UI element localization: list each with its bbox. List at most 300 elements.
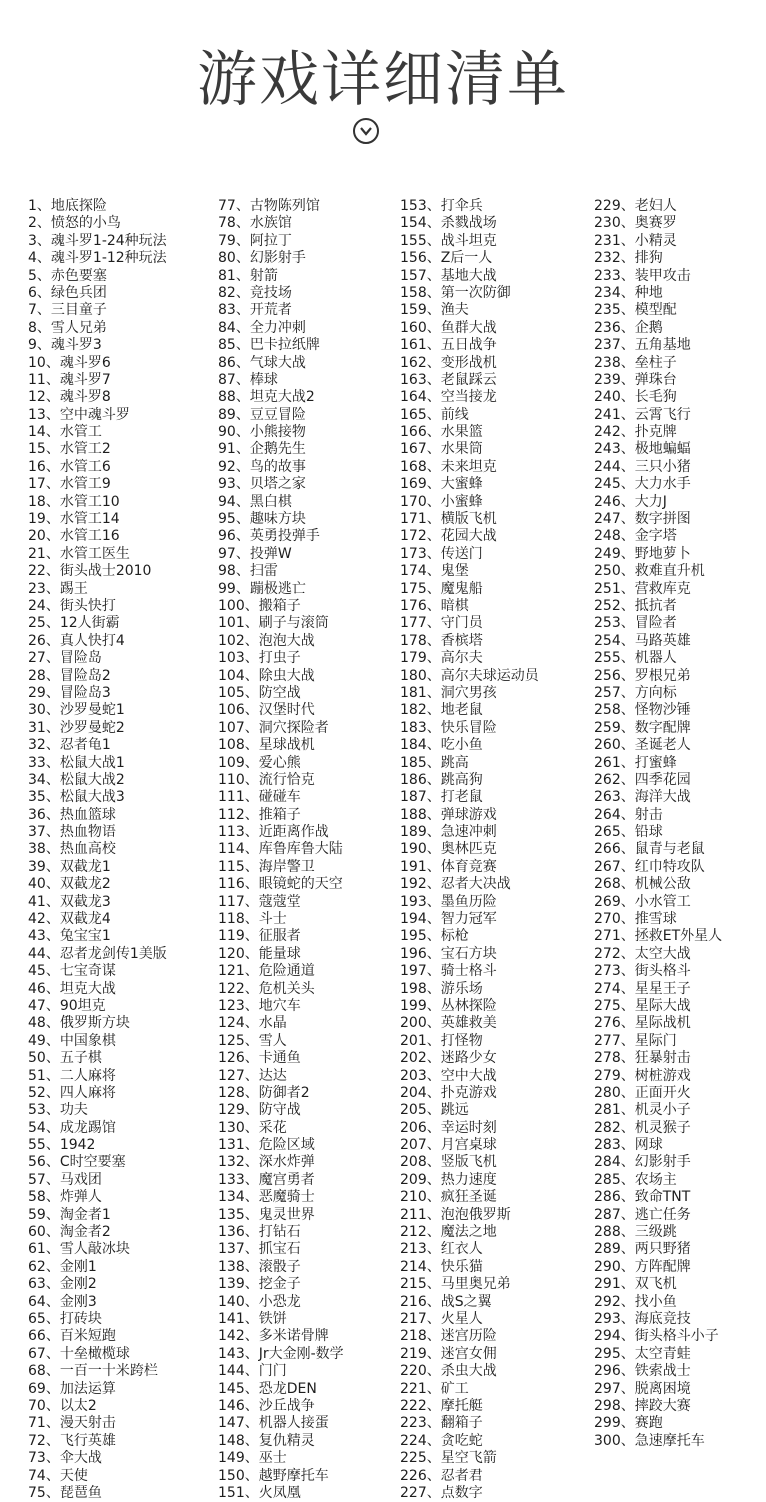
game-list-item: 101、刷子与滚筒 <box>218 615 329 632</box>
game-list-item: 240、长毛狗 <box>594 389 677 406</box>
game-list-item: 106、汉堡时代 <box>218 702 315 719</box>
game-list-item: 32、忍者龟1 <box>28 737 111 754</box>
game-list-item: 1、地底探险 <box>28 198 107 214</box>
game-list-item: 179、高尔夫 <box>400 650 483 667</box>
game-list-item: 142、多米诺骨牌 <box>218 1328 329 1345</box>
game-list-item: 166、水果篮 <box>400 424 483 441</box>
game-list-item: 74、天使 <box>28 1467 88 1484</box>
game-list-item: 235、模型配 <box>594 302 677 319</box>
game-list-item: 117、蔻蔻堂 <box>218 893 301 910</box>
game-list-item: 94、黑白棋 <box>218 493 292 510</box>
game-list-item: 40、双截龙2 <box>28 876 111 893</box>
game-list-item: 248、金字塔 <box>594 528 677 545</box>
game-list-item: 118、斗士 <box>218 911 287 928</box>
game-list-item: 209、热力速度 <box>400 1171 497 1188</box>
game-list-item: 17、水管工9 <box>28 476 111 493</box>
game-list-item: 85、巴卡拉纸牌 <box>218 337 320 354</box>
game-list-item: 29、冒险岛3 <box>28 684 111 701</box>
game-list-item: 60、淘金者2 <box>28 1224 111 1241</box>
game-list-item: 193、墨鱼历险 <box>400 893 497 910</box>
game-list-item: 59、淘金者1 <box>28 1206 111 1223</box>
game-list-item: 282、机灵猴子 <box>594 1119 691 1136</box>
game-list-item: 195、标枪 <box>400 928 469 945</box>
game-list-item: 203、空中大战 <box>400 1067 497 1084</box>
game-list-item: 294、街头格斗小子 <box>594 1328 719 1345</box>
game-list-item: 39、双截龙1 <box>28 858 111 875</box>
game-list-item: 277、星际门 <box>594 1032 677 1049</box>
game-list-item: 287、逃亡任务 <box>594 1206 691 1223</box>
game-list-item: 169、大蜜蜂 <box>400 476 483 493</box>
game-list-item: 268、机械公敌 <box>594 876 691 893</box>
game-list-item: 141、铁饼 <box>218 1311 287 1327</box>
game-list-item: 186、跳高狗 <box>400 771 483 788</box>
game-list-item: 280、正面开火 <box>594 1084 691 1101</box>
game-list-item: 83、开荒者 <box>218 302 292 319</box>
game-list-item: 107、洞穴探险者 <box>218 719 329 736</box>
game-list-item: 157、基地大战 <box>400 267 497 284</box>
game-list-item: 262、四季花园 <box>594 771 691 788</box>
game-list-item: 6、绿色兵团 <box>28 284 107 301</box>
game-list-item: 221、矿工 <box>400 1380 469 1397</box>
game-list-item: 194、智力冠军 <box>400 911 497 928</box>
game-list-item: 20、水管工16 <box>28 528 120 545</box>
game-list-item: 171、横版飞机 <box>400 511 497 528</box>
game-list-item: 164、空当接龙 <box>400 389 497 406</box>
game-list-item: 2、愤怒的小鸟 <box>28 215 121 232</box>
game-list-item: 281、机灵小子 <box>594 1102 691 1119</box>
game-list-item: 121、危险通道 <box>218 963 315 980</box>
game-list-item: 69、加法运算 <box>28 1380 116 1397</box>
game-list-item: 114、库鲁库鲁大陆 <box>218 841 343 858</box>
game-list-item: 58、炸弹人 <box>28 1189 102 1206</box>
game-list-item: 227、点数字 <box>400 1484 483 1501</box>
game-list-item: 244、三只小猪 <box>594 458 691 475</box>
game-list-item: 197、骑士格斗 <box>400 963 497 980</box>
game-list-item: 37、热血物语 <box>28 824 116 841</box>
game-list-item: 267、红巾特攻队 <box>594 858 705 875</box>
game-list-item: 50、五子棋 <box>28 1050 102 1067</box>
game-list-item: 125、雪人 <box>218 1032 287 1049</box>
game-list-item: 52、四人麻将 <box>28 1084 116 1101</box>
game-list-item: 290、方阵配牌 <box>594 1258 691 1275</box>
game-list-item: 190、奥林匹克 <box>400 841 497 858</box>
game-list-item: 170、小蜜蜂 <box>400 493 483 510</box>
game-list-item: 123、地穴车 <box>218 997 301 1014</box>
game-list-item: 88、坦克大战2 <box>218 389 315 406</box>
game-list-item: 187、打老鼠 <box>400 789 483 806</box>
game-list-item: 184、吃小鱼 <box>400 737 483 754</box>
game-list-item: 15、水管工2 <box>28 441 111 458</box>
game-list-item: 172、花园大战 <box>400 528 497 545</box>
game-list-item: 146、沙丘战争 <box>218 1397 315 1414</box>
game-list-item: 113、近距离作战 <box>218 824 329 841</box>
game-list-item: 61、雪人敲冰块 <box>28 1241 130 1258</box>
game-list-item: 84、全力冲刺 <box>218 319 306 336</box>
game-list-item: 177、守门员 <box>400 615 483 632</box>
game-list-item: 204、扑克游戏 <box>400 1084 497 1101</box>
game-list-item: 56、C时空要塞 <box>28 1154 126 1171</box>
game-list-item: 120、能量球 <box>218 945 301 962</box>
game-list-item: 10、魂斗罗6 <box>28 354 111 371</box>
game-list-item: 11、魂斗罗7 <box>28 371 111 388</box>
game-list-item: 27、冒险岛 <box>28 650 102 667</box>
game-list-item: 46、坦克大战 <box>28 980 116 997</box>
game-list-item: 278、狂暴射击 <box>594 1050 691 1067</box>
game-list-item: 86、气球大战 <box>218 354 306 371</box>
game-list-item: 7、三目童子 <box>28 302 107 319</box>
game-list-item: 257、方向标 <box>594 684 677 701</box>
game-list-item: 122、危机关头 <box>218 980 315 997</box>
game-list-item: 276、星际战机 <box>594 1015 691 1032</box>
game-list-item: 36、热血篮球 <box>28 806 116 823</box>
game-list-item: 72、飞行英雄 <box>28 1432 116 1449</box>
game-list-item: 167、水果筒 <box>400 441 483 458</box>
game-list-item: 289、两只野猪 <box>594 1241 691 1258</box>
game-list-item: 292、找小鱼 <box>594 1293 677 1310</box>
game-list-item: 67、十垒橄榄球 <box>28 1345 130 1362</box>
game-list-item: 41、双截龙3 <box>28 893 111 910</box>
game-list-item: 178、香槟塔 <box>400 632 483 649</box>
game-list-item: 99、蹦极逃亡 <box>218 580 306 597</box>
game-list-item: 9、魂斗罗3 <box>28 337 102 354</box>
game-list-item: 175、魔鬼船 <box>400 580 483 597</box>
scroll-down-button[interactable] <box>353 118 379 144</box>
game-list-item: 54、成龙踢馆 <box>28 1119 116 1136</box>
game-list-item: 119、征服者 <box>218 928 301 945</box>
game-list-item: 71、漫天射击 <box>28 1415 116 1432</box>
game-list-item: 247、数字拼图 <box>594 511 691 528</box>
game-list-item: 90、小熊接物 <box>218 424 306 441</box>
game-list-item: 78、水族馆 <box>218 215 292 232</box>
game-list-item: 245、大力水手 <box>594 476 691 493</box>
game-list-item: 224、贪吃蛇 <box>400 1432 483 1449</box>
page-title: 游戏详细清单 <box>197 45 569 115</box>
game-list-item: 97、投弹W <box>218 545 292 562</box>
game-list-item: 64、金刚3 <box>28 1293 97 1310</box>
game-list-item: 176、暗棋 <box>400 597 469 614</box>
game-list-item: 143、Jr大金刚-数学 <box>218 1345 344 1362</box>
game-list-item: 156、Z后一人 <box>400 250 493 267</box>
game-list-item: 22、街头战士2010 <box>28 563 152 580</box>
game-list-item: 252、抵抗者 <box>594 597 677 614</box>
game-list-item: 173、传送门 <box>400 545 483 562</box>
game-list-item: 183、快乐冒险 <box>400 719 497 736</box>
game-list-item: 103、打虫子 <box>218 650 301 667</box>
game-list-item: 158、第一次防御 <box>400 284 511 301</box>
game-list-item: 26、真人快打4 <box>28 632 125 649</box>
game-list-item: 136、打钻石 <box>218 1224 301 1241</box>
game-list-item: 112、推箱子 <box>218 806 301 823</box>
game-list-item: 191、体育竞赛 <box>400 858 497 875</box>
game-list-item: 145、恐龙DEN <box>218 1380 317 1397</box>
game-list-item: 174、鬼堡 <box>400 563 469 580</box>
game-list-item: 129、防守战 <box>218 1102 301 1119</box>
game-list-item: 24、街头快打 <box>28 597 116 614</box>
game-list-item: 132、深水炸弹 <box>218 1154 315 1171</box>
game-list-item: 102、泡泡大战 <box>218 632 315 649</box>
game-list-item: 269、小水管工 <box>594 893 691 910</box>
game-list-item: 188、弹球游戏 <box>400 806 497 823</box>
game-list-item: 43、兔宝宝1 <box>28 928 111 945</box>
game-list-item: 70、以太2 <box>28 1397 97 1414</box>
game-list-item: 251、营救库克 <box>594 580 691 597</box>
game-list-item: 210、疯狂圣诞 <box>400 1189 497 1206</box>
game-list-column-1 <box>28 198 167 1502</box>
game-list-column-2 <box>218 198 344 1502</box>
game-list-item: 219、迷宫女佣 <box>400 1345 497 1362</box>
game-list-item: 14、水管工 <box>28 424 102 441</box>
game-list-item: 111、碰碰车 <box>218 789 301 806</box>
game-list-item: 249、野地萝卜 <box>594 545 691 562</box>
game-list-item: 243、极地蝙蝠 <box>594 441 691 458</box>
game-list-item: 147、机器人接蛋 <box>218 1415 329 1432</box>
game-list-item: 242、扑克牌 <box>594 424 677 441</box>
game-list-item: 44、忍者龙剑传1美版 <box>28 945 167 962</box>
game-list-item: 205、跳远 <box>400 1102 469 1119</box>
game-list-item: 62、金刚1 <box>28 1258 97 1275</box>
game-list-item: 153、打伞兵 <box>400 198 483 214</box>
game-list-item: 80、幻影射手 <box>218 250 306 267</box>
game-list-item: 105、防空战 <box>218 684 301 701</box>
game-list-item: 47、90坦克 <box>28 997 106 1014</box>
game-list-item: 199、丛林探险 <box>400 997 497 1014</box>
game-list-item: 273、街头格斗 <box>594 963 691 980</box>
game-list-item: 196、宝石方块 <box>400 945 497 962</box>
game-list-item: 264、射击 <box>594 806 663 823</box>
game-list-item: 115、海岸警卫 <box>218 858 315 875</box>
game-list-item: 124、水晶 <box>218 1015 287 1032</box>
game-list-item: 127、达达 <box>218 1067 287 1084</box>
game-list-item: 266、鼠青与老鼠 <box>594 841 705 858</box>
game-list-item: 100、搬箱子 <box>218 597 301 614</box>
game-list-item: 208、竖版飞机 <box>400 1154 497 1171</box>
game-list-item: 57、马戏团 <box>28 1171 102 1188</box>
game-list-item: 296、铁索战士 <box>594 1363 691 1380</box>
game-list-item: 92、鸟的故事 <box>218 458 306 475</box>
game-list-item: 285、农场主 <box>594 1171 677 1188</box>
game-list-item: 3、魂斗罗1-24种玩法 <box>28 232 167 249</box>
game-list-item: 79、阿拉丁 <box>218 232 292 249</box>
game-list-item: 259、数字配牌 <box>594 719 691 736</box>
game-list-item: 138、滚骰子 <box>218 1258 301 1275</box>
game-list-item: 275、星际大战 <box>594 997 691 1014</box>
game-list-item: 291、双飞机 <box>594 1276 677 1293</box>
game-list-item: 246、大力J <box>594 493 667 510</box>
game-list-item: 38、热血高校 <box>28 841 116 858</box>
game-list-item: 13、空中魂斗罗 <box>28 406 130 423</box>
game-list-item: 82、竞技场 <box>218 284 292 301</box>
game-list-column-3 <box>400 198 539 1502</box>
game-list-item: 238、垒柱子 <box>594 354 677 371</box>
game-list-item: 23、踢王 <box>28 580 88 597</box>
game-list-item: 270、推雪球 <box>594 911 677 928</box>
game-list-item: 108、星球战机 <box>218 737 315 754</box>
game-list-item: 192、忍者大决战 <box>400 876 511 893</box>
game-list-item: 162、变形战机 <box>400 354 497 371</box>
game-list-item: 130、采花 <box>218 1119 287 1136</box>
game-list-item: 222、摩托艇 <box>400 1397 483 1414</box>
game-list-item: 288、三级跳 <box>594 1224 677 1241</box>
game-list-item: 215、马里奥兄弟 <box>400 1276 511 1293</box>
game-list-item: 207、月宫桌球 <box>400 1137 497 1154</box>
game-list-item: 134、恶魔骑士 <box>218 1189 315 1206</box>
game-list-item: 265、铅球 <box>594 824 663 841</box>
game-list-item: 200、英雄救美 <box>400 1015 497 1032</box>
game-list-item: 216、战S之翼 <box>400 1293 492 1310</box>
game-list-item: 98、扫雷 <box>218 563 278 580</box>
game-list-item: 77、古物陈列馆 <box>218 198 320 214</box>
game-list-item: 298、摔跤大赛 <box>594 1397 691 1414</box>
game-list-item: 91、企鹅先生 <box>218 441 306 458</box>
game-list-item: 230、奥赛罗 <box>594 215 677 232</box>
game-list-item: 34、松鼠大战2 <box>28 771 125 788</box>
game-list-item: 8、雪人兄弟 <box>28 319 107 336</box>
game-list-item: 236、企鹅 <box>594 319 663 336</box>
game-list-item: 33、松鼠大战1 <box>28 754 125 771</box>
game-list-item: 202、迷路少女 <box>400 1050 497 1067</box>
game-list-item: 295、太空青蛙 <box>594 1345 691 1362</box>
game-list-item: 149、巫士 <box>218 1450 287 1467</box>
game-list-item: 229、老妇人 <box>594 198 677 214</box>
game-list-item: 65、打砖块 <box>28 1311 102 1327</box>
game-list-item: 151、火凤凰 <box>218 1484 301 1501</box>
game-list-item: 214、快乐猫 <box>400 1258 483 1275</box>
game-list-item: 4、魂斗罗1-12种玩法 <box>28 250 167 267</box>
game-list-item: 284、幻影射手 <box>594 1154 691 1171</box>
game-list-item: 154、杀戮战场 <box>400 215 497 232</box>
game-list-item: 201、打怪物 <box>400 1032 483 1049</box>
game-list-item: 110、流行恰克 <box>218 771 315 788</box>
game-list-item: 63、金刚2 <box>28 1276 97 1293</box>
game-list-item: 31、沙罗曼蛇2 <box>28 719 125 736</box>
game-list-item: 212、魔法之地 <box>400 1224 497 1241</box>
game-list-item: 297、脱离困境 <box>594 1380 691 1397</box>
game-list-item: 81、射箭 <box>218 267 278 284</box>
game-list-item: 168、未来坦克 <box>400 458 497 475</box>
game-list-item: 239、弹珠台 <box>594 371 677 388</box>
game-list-item: 293、海底竞技 <box>594 1311 691 1327</box>
game-list-item: 35、松鼠大战3 <box>28 789 125 806</box>
game-list-item: 226、忍者君 <box>400 1467 483 1484</box>
game-list-item: 250、救难直升机 <box>594 563 705 580</box>
game-list-item: 258、怪物沙锤 <box>594 702 691 719</box>
game-list-item: 225、星空飞箭 <box>400 1450 497 1467</box>
game-list-item: 217、火星人 <box>400 1311 483 1327</box>
game-list-item: 272、太空大战 <box>594 945 691 962</box>
game-list-item: 104、除虫大战 <box>218 667 315 684</box>
game-list-item: 185、跳高 <box>400 754 469 771</box>
game-list-item: 155、战斗坦克 <box>400 232 497 249</box>
game-list-item: 163、老鼠踩云 <box>400 371 497 388</box>
game-list-item: 233、装甲攻击 <box>594 267 691 284</box>
game-list-item: 160、鱼群大战 <box>400 319 497 336</box>
game-list-item: 96、英勇投弹手 <box>218 528 320 545</box>
chevron-down-icon <box>360 126 372 136</box>
game-list-item: 21、水管工医生 <box>28 545 130 562</box>
game-list-item: 87、棒球 <box>218 371 278 388</box>
game-list-item: 279、树桩游戏 <box>594 1067 691 1084</box>
game-list-item: 218、迷宫历险 <box>400 1328 497 1345</box>
game-list-item: 75、琵琶鱼 <box>28 1484 102 1501</box>
game-list-item: 223、翻箱子 <box>400 1415 483 1432</box>
game-list-item: 234、种地 <box>594 284 663 301</box>
game-list-item: 254、马路英雄 <box>594 632 691 649</box>
game-list-item: 255、机器人 <box>594 650 677 667</box>
game-list-item: 53、功夫 <box>28 1102 88 1119</box>
game-list-item: 263、海洋大战 <box>594 789 691 806</box>
game-list-item: 213、红衣人 <box>400 1241 483 1258</box>
game-list-item: 95、趣味方块 <box>218 511 306 528</box>
game-list-item: 16、水管工6 <box>28 458 111 475</box>
game-list-item: 300、急速摩托车 <box>594 1432 705 1449</box>
game-list-item: 137、抓宝石 <box>218 1241 301 1258</box>
game-list-item: 286、致命TNT <box>594 1189 691 1206</box>
game-list-item: 182、地老鼠 <box>400 702 483 719</box>
game-list-item: 116、眼镜蛇的天空 <box>218 876 343 893</box>
game-list-item: 261、打蜜蜂 <box>594 754 677 771</box>
game-list-item: 206、幸运时刻 <box>400 1119 497 1136</box>
game-list-item: 181、洞穴男孩 <box>400 684 497 701</box>
game-list-item: 260、圣诞老人 <box>594 737 691 754</box>
game-list-column-4 <box>594 198 722 1450</box>
game-list-item: 93、贝塔之家 <box>218 476 306 493</box>
game-list-item: 189、急速冲刺 <box>400 824 497 841</box>
game-list-item: 220、杀虫大战 <box>400 1363 497 1380</box>
game-list-item: 256、罗根兄弟 <box>594 667 691 684</box>
game-list-item: 144、门门 <box>218 1363 287 1380</box>
game-list-item: 131、危险区域 <box>218 1137 315 1154</box>
game-list-item: 49、中国象棋 <box>28 1032 116 1049</box>
game-list-item: 180、高尔夫球运动员 <box>400 667 539 684</box>
game-list-item: 274、星星王子 <box>594 980 691 997</box>
game-list-item: 68、一百一十米跨栏 <box>28 1363 158 1380</box>
game-list-item: 109、爱心熊 <box>218 754 301 771</box>
game-list-item: 140、小恐龙 <box>218 1293 301 1310</box>
game-list-item: 139、挖金子 <box>218 1276 301 1293</box>
game-list-item: 51、二人麻将 <box>28 1067 116 1084</box>
game-list-item: 128、防御者2 <box>218 1084 310 1101</box>
game-list-item: 271、拯救ET外星人 <box>594 928 723 945</box>
game-list-item: 73、伞大战 <box>28 1450 102 1467</box>
game-list-item: 211、泡泡俄罗斯 <box>400 1206 511 1223</box>
game-list-item: 237、五角基地 <box>594 337 691 354</box>
game-list-item: 161、五日战争 <box>400 337 497 354</box>
game-list-item: 5、赤色要塞 <box>28 267 107 284</box>
game-list-item: 159、渔夫 <box>400 302 469 319</box>
game-list-item: 25、12人街霸 <box>28 615 120 632</box>
game-list-item: 126、卡通鱼 <box>218 1050 301 1067</box>
game-list-item: 66、百米短跑 <box>28 1328 116 1345</box>
game-list-item: 241、云霄飞行 <box>594 406 691 423</box>
game-list-item: 253、冒险者 <box>594 615 677 632</box>
game-list-item: 18、水管工10 <box>28 493 120 510</box>
game-list-item: 133、魔宫勇者 <box>218 1171 315 1188</box>
game-list-item: 148、复仇精灵 <box>218 1432 315 1449</box>
game-list-item: 283、网球 <box>594 1137 663 1154</box>
game-list-item: 135、鬼灵世界 <box>218 1206 315 1223</box>
game-list-item: 42、双截龙4 <box>28 911 111 928</box>
game-list-item: 165、前线 <box>400 406 469 423</box>
game-list-item: 231、小精灵 <box>594 232 677 249</box>
game-list-item: 48、俄罗斯方块 <box>28 1015 130 1032</box>
game-list-item: 299、赛跑 <box>594 1415 663 1432</box>
game-list-item: 19、水管工14 <box>28 511 120 528</box>
game-list-item: 30、沙罗曼蛇1 <box>28 702 125 719</box>
game-list-item: 28、冒险岛2 <box>28 667 111 684</box>
game-list-item: 55、1942 <box>28 1137 96 1154</box>
game-list-item: 45、七宝奇谋 <box>28 963 116 980</box>
game-list-item: 89、豆豆冒险 <box>218 406 306 423</box>
